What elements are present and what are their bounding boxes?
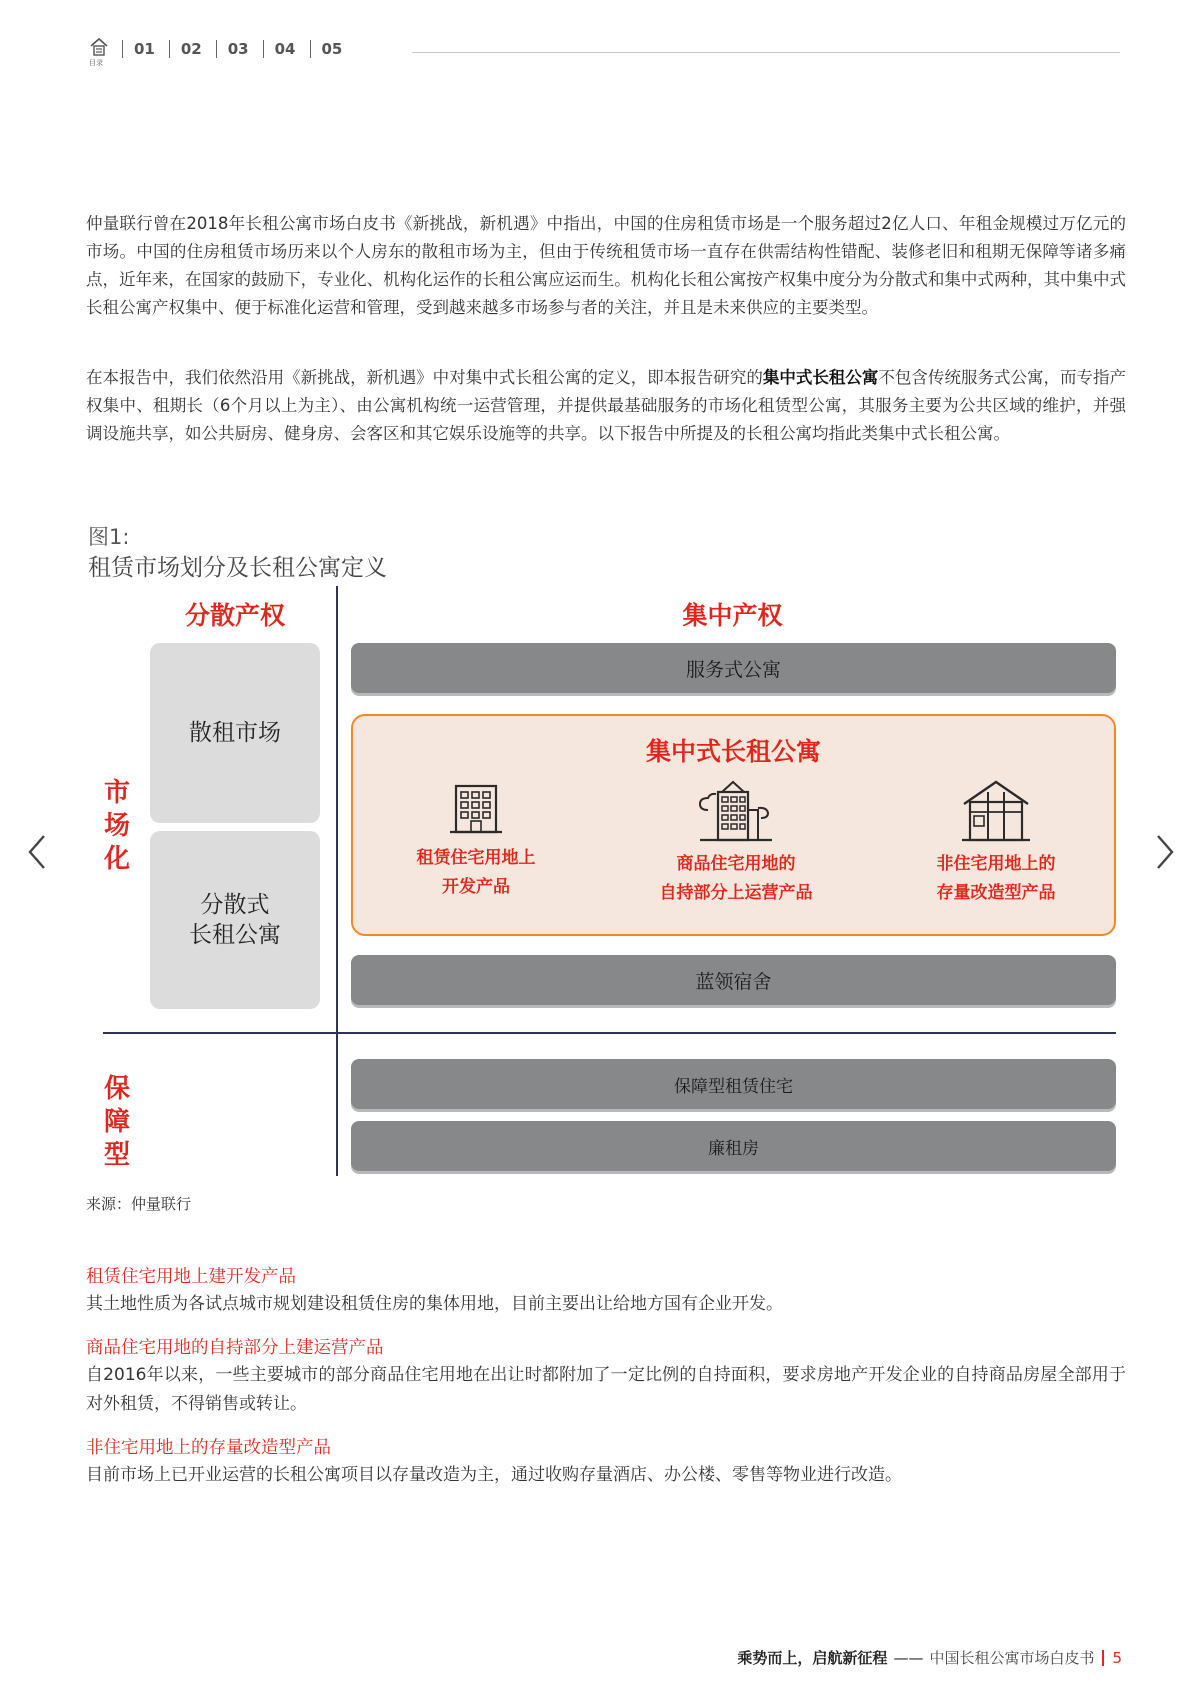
header-rule: [412, 52, 1120, 53]
top-navigation: [88, 36, 1124, 70]
low-rent-housing-label: 廉租房: [708, 1138, 759, 1159]
serviced-apartment-bar: [351, 643, 1116, 693]
chapter-link-02[interactable]: 02: [180, 40, 202, 58]
security-housing-bar: [351, 1059, 1116, 1109]
nav-divider: [216, 40, 217, 58]
product-non-residential-land: [881, 778, 1111, 908]
nav-divider: [310, 40, 311, 58]
blue-collar-dorm-bar: [351, 955, 1116, 1005]
central-apartment-title: 集中式长租公寓: [645, 737, 821, 766]
footer-report-title: 中国长租公寓市场白皮书: [929, 1649, 1095, 1667]
note-text-rental-land: 其土地性质为各试点城市规划建设租赁住房的集体用地，目前主要出让给地方国有企业开发。: [86, 1294, 783, 1314]
serviced-apartment-label: 服务式公寓: [685, 658, 781, 681]
figure-number: 图1:: [88, 525, 130, 549]
chapter-link-05[interactable]: 05: [321, 40, 343, 58]
previous-page-button[interactable]: [22, 826, 52, 878]
definition-highlight: 集中式长租公寓: [762, 368, 879, 387]
figure-title: 租赁市场划分及长租公寓定义: [88, 555, 387, 581]
security-housing-label: 保障型租赁住宅: [674, 1076, 793, 1097]
table-of-contents-button[interactable]: [88, 36, 112, 70]
dispersed-apartment-box: [150, 831, 320, 1009]
product-commercial-land: [621, 778, 851, 908]
blue-collar-dorm-label: 蓝领宿舍: [695, 970, 772, 993]
product-1-line1: 租赁住宅用地上: [416, 848, 536, 868]
home-icon: [88, 36, 110, 58]
low-rent-housing-bar: [351, 1121, 1116, 1171]
chapter-link-04[interactable]: 04: [274, 40, 296, 58]
nav-divider: [122, 40, 123, 58]
column-header-central: 集中产权: [682, 601, 783, 630]
note-text-non-residential: 目前市场上已开业运营的长租公寓项目以存量改造为主，通过收购存量酒店、办公楼、零售等物业进行改造。: [86, 1465, 902, 1485]
chapter-link-03[interactable]: 03: [227, 40, 249, 58]
dispersed-label-line2: 长租公寓: [189, 922, 281, 948]
central-apartment-box: [351, 714, 1116, 936]
scatter-market-label: 散租市场: [189, 720, 281, 746]
vertical-divider: [336, 586, 338, 1176]
dispersed-label-line1: 分散式: [200, 892, 270, 918]
horizontal-divider: [103, 1032, 1116, 1034]
row-label-market: 市场化: [103, 778, 130, 874]
product-3-line2: 存量改造型产品: [936, 883, 1056, 903]
nav-divider: [169, 40, 170, 58]
row-label-security: 保障型: [103, 1074, 130, 1170]
chevron-right-icon: [1150, 826, 1180, 878]
definition-paragraph: [86, 364, 1126, 448]
intro-paragraph: 仲量联行曾在2018年长租公寓市场白皮书《新挑战，新机遇》中指出，中国的住房租赁市场是一个服务超过2亿人口、年租金规模过万亿元的市场。中国的住房租赁市场历来以个人房东的散租市场为主，但由于传统租赁市场一直存在供需结构性错配、装修老旧和租期无保障等诸多痛点，近年来，在国家的鼓励下，专业化、机构化运作的长租公寓应运而生。机构化长租公寓按产权集中度分为分散式和集中式两种，其中集中式长租公寓产权集中、便于标准化运营和管理，受到越来越多市场参与者的关注，并且是未来供应的主要类型。: [86, 214, 1126, 317]
footer-dash: ——: [893, 1648, 924, 1667]
note-text-commercial-land: 自2016年以来，一些主要城市的部分商品住宅用地在出让时都附加了一定比例的自持面积，要求房地产开发企业的自持商品房屋全部用于对外租赁，不得销售或转让。: [86, 1365, 1126, 1414]
renovation-building-icon: [958, 778, 1034, 844]
note-heading-commercial-land: 商品住宅用地的自持部分上建运营产品: [86, 1338, 384, 1358]
chapter-link-01[interactable]: 01: [134, 40, 155, 58]
page-footer: [737, 1647, 1122, 1668]
chapter-nav: [122, 40, 356, 58]
page-number: 5: [1112, 1648, 1122, 1667]
figure-source: 来源：仲量联行: [86, 1195, 192, 1213]
office-building-icon: [446, 778, 506, 838]
footer-divider: [1102, 1650, 1104, 1666]
product-3-line1: 非住宅用地上的: [936, 854, 1056, 874]
toc-label: 目录: [89, 59, 103, 67]
product-2-line2: 自持部分上运营产品: [659, 883, 813, 903]
chevron-left-icon: [22, 826, 52, 878]
next-page-button[interactable]: [1150, 826, 1180, 878]
product-2-line1: 商品住宅用地的: [676, 854, 796, 874]
column-header-dispersed: 分散产权: [184, 601, 285, 630]
definition-text-start: 在本报告中，我们依然沿用《新挑战，新机遇》中对集中式长租公寓的定义，即本报告研究的: [86, 368, 763, 387]
nav-divider: [263, 40, 264, 58]
note-heading-non-residential: 非住宅用地上的存量改造型产品: [86, 1438, 331, 1458]
note-heading-rental-land: 租赁住宅用地上建开发产品: [86, 1267, 296, 1287]
product-rental-land: [361, 778, 591, 902]
product-1-line2: 开发产品: [442, 877, 510, 897]
tower-building-icon: [696, 778, 776, 844]
footer-slogan: 乘势而上，启航新征程: [737, 1649, 888, 1667]
scatter-market-box: [150, 643, 320, 823]
definition-text-end: 不包含传统服务式公寓，而专指产权集中、租期长（6个月以上为主）、由公寓机构统一运营管理，并提供最基础服务的市场化租赁型公寓，其服务主要为公共区域的维护，并强调设施共享，如公共厨房、健身房、会客区和其它娱乐设施等的共享。以下报告中所提及的长租公寓均指此类集中式长租公寓。: [86, 368, 1127, 443]
